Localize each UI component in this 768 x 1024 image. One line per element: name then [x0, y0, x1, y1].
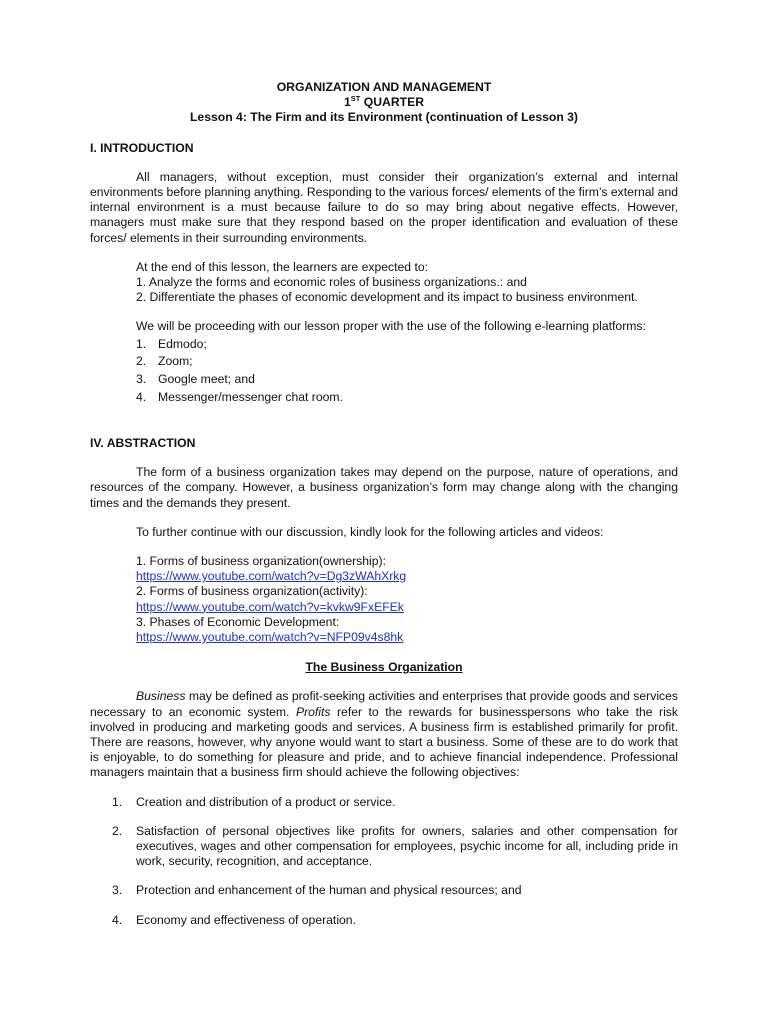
abstraction-paragraph: The form of a business organization takes may depend on the purpose, nature of operations, and resources of the company. However, a business organization’s form may change along with the changing times and the demands they present. — [90, 465, 678, 510]
platforms-lead: We will be proceeding with our lesson proper with the use of the following e-learning platforms: — [136, 319, 646, 334]
abstraction-heading: IV. ABSTRACTION — [90, 435, 196, 450]
list-text: Protection and enhancement of the human and physical resources; and — [136, 883, 522, 898]
document-header — [90, 80, 678, 126]
quarter-ordinal: ST — [350, 94, 361, 104]
quarter-number: 1 — [343, 95, 351, 110]
list-number: 4. — [136, 389, 147, 404]
document-page — [90, 80, 678, 928]
resource-link-activity[interactable]: https://www.youtube.com/watch?v=kvkw9FxEFEk — [136, 599, 404, 614]
list-item — [136, 354, 678, 369]
list-text: Zoom; — [158, 354, 193, 369]
resources-block — [136, 525, 678, 645]
business-objectives-list — [90, 795, 678, 928]
list-text: Google meet; and — [158, 372, 255, 387]
introduction-heading: I. INTRODUCTION — [90, 140, 194, 155]
quarter-title — [90, 95, 678, 110]
list-item — [90, 883, 678, 898]
list-number: 2. — [136, 354, 147, 369]
business-organization-heading: The Business Organization — [305, 660, 463, 675]
quarter-word: QUARTER — [360, 95, 425, 110]
list-item — [90, 795, 678, 810]
list-number: 1. — [136, 336, 147, 351]
list-item — [136, 372, 678, 387]
list-text: Economy and effectiveness of operation. — [136, 912, 356, 927]
objectives-block — [136, 260, 678, 306]
lesson-title: Lesson 4: The Firm and its Environment (continuation of Lesson 3) — [189, 110, 578, 125]
resource-label: 3. Phases of Economic Development: — [136, 614, 340, 629]
list-text: Messenger/messenger chat room. — [158, 389, 343, 404]
resource-label: 2. Forms of business organization(activity): — [136, 584, 368, 599]
list-number: 3. — [136, 372, 147, 387]
list-text: Creation and distribution of a product or service. — [136, 794, 396, 809]
list-text: Satisfaction of personal objectives like profits for owners, salaries and other compensation for executives, wages and other compensation for employees, psychic income for all, including pride in work, security, recognition, and acceptance. — [136, 823, 678, 869]
course-title: ORGANIZATION AND MANAGEMENT — [276, 80, 492, 94]
list-item — [90, 824, 678, 870]
business-organization-paragraph — [90, 689, 678, 780]
resource-link-ownership[interactable]: https://www.youtube.com/watch?v=Dg3zWAhXrkg — [136, 569, 407, 584]
term-business: Business — [136, 689, 186, 704]
platforms-block — [136, 319, 678, 405]
list-number: 4. — [112, 912, 123, 927]
paragraph-text: may be defined as profit-seeking activities and enterprises that provide goods and services necessary to an economic system. — [90, 689, 678, 719]
resource-label: 1. Forms of business organization(ownership): — [136, 553, 386, 568]
platforms-list — [136, 337, 678, 405]
list-item — [90, 913, 678, 928]
resources-lead: To further continue with our discussion, kindly look for the following articles and videos: — [136, 524, 604, 539]
list-text: Edmodo; — [158, 336, 207, 351]
list-item — [136, 390, 678, 405]
list-number: 2. — [112, 823, 123, 838]
list-number: 3. — [112, 883, 123, 898]
introduction-paragraph: All managers, without exception, must consider their organization’s external and internal environments before planning anything. Responding to the various forces/ elements of the firm’s external and internal environment is a must because failure to do so may bring about negative effects. However, managers must make sure that they respond based on the proper identification and evaluation of these forces/ elements in their surrounding environments. — [90, 169, 678, 245]
term-profits: Profits — [295, 704, 331, 719]
list-item — [136, 337, 678, 352]
list-number: 1. — [112, 794, 123, 809]
objectives-lead: At the end of this lesson, the learners are expected to: — [136, 259, 429, 274]
objective-item: 2. Differentiate the phases of economic development and its impact to business environment. — [136, 290, 638, 305]
resource-link-economic-development[interactable]: https://www.youtube.com/watch?v=NFP09v4s8hk — [136, 629, 404, 644]
objective-item: 1. Analyze the forms and economic roles of business organizations.: and — [136, 275, 527, 290]
paragraph-text: refer to the rewards for businesspersons who take the risk involved in producing and marketing goods and services. A business firm is established primarily for profit. There are reasons, however, why anyone would want to start a business. Some of these are to do work that is enjoyable, to do something for pleasure and pride, and to achieve financial independence. Professional managers maintain that a business firm should achieve the following objectives: — [90, 704, 678, 780]
